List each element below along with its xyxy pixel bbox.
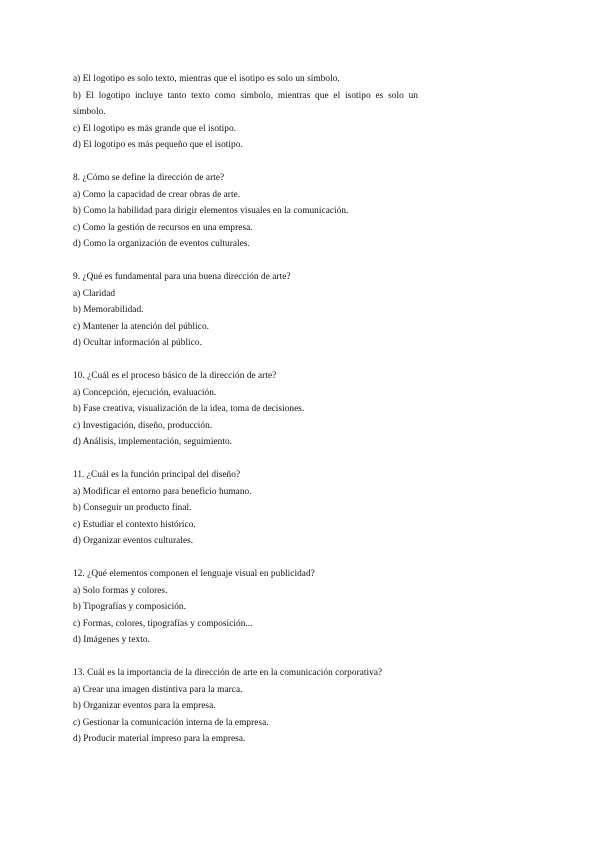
option-d: d) Producir material impreso para la empresa. [73,734,246,744]
option-a: a) El logotipo es solo texto, mientras que el isotipo es solo un símbolo. [73,74,340,84]
option-c: c) Investigación, diseño, producción. [73,420,213,431]
option-b: b) Como la habilidad para dirigir elementos visuales en la comunicación. [73,206,349,216]
option-c: c) El logotipo es más grande que el isotipo. [73,123,237,134]
option-a: a) Concepción, ejecución, evaluación. [73,387,217,398]
option-a: a) Claridad [73,288,116,299]
question-block-9 [73,269,530,352]
option-c: c) Como la gestión de recursos en una empresa. [73,222,253,233]
option-c: c) Gestionar la comunicación interna de la empresa. [73,717,269,728]
question-text: 13. Cuál es la importancia de la dirección de arte en la comunicación corporativa? [73,668,383,678]
option-d: d) Como la organización de eventos culturales. [73,239,250,249]
question-block-13 [73,665,530,748]
option-a: a) Modificar el entorno para beneficio humano. [73,486,252,497]
option-c: c) Formas, colores, tipografías y composición... [73,618,253,629]
question-text: 10. ¿Cuál es el proceso básico de la dirección de arte? [73,371,277,381]
option-b: b) Fase creativa, visualización de la idea, toma de decisiones. [73,404,305,414]
question-text: 11. ¿Cuál es la función principal del diseño? [73,470,241,480]
option-d: d) Análisis, implementación, seguimiento. [73,437,233,447]
option-b: b) Conseguir un producto final. [73,503,192,513]
option-d: d) Ocultar información al público. [73,338,202,348]
question-block-7-options [73,71,530,154]
question-block-10 [73,368,530,451]
option-a: a) Como la capacidad de crear obras de arte. [73,189,241,200]
option-c: c) Estudiar el contexto histórico. [73,519,196,530]
option-b: b) El logotipo incluye tanto texto como símbolo, mientras que el isotipo es solo un símbolo. [73,90,418,117]
option-a: a) Solo formas y colores. [73,585,168,596]
option-b: b) Organizar eventos para la empresa. [73,701,216,711]
question-text: 8. ¿Cómo se define la dirección de arte? [73,173,225,183]
option-c: c) Mantener la atención del público. [73,321,210,332]
question-block-8 [73,170,530,253]
question-text: 12. ¿Qué elementos componen el lenguaje visual en publicidad? [73,569,315,579]
question-block-11 [73,467,530,550]
option-b: b) Memorabilidad. [73,305,144,315]
question-text: 9. ¿Qué es fundamental para una buena dirección de arte? [73,272,291,282]
option-d: d) Organizar eventos culturales. [73,536,194,546]
option-a: a) Crear una imagen distintiva para la marca. [73,684,243,695]
option-d: d) El logotipo es más pequeño que el isotipo. [73,140,243,150]
option-d: d) Imágenes y texto. [73,635,150,645]
option-b: b) Tipografías y composición. [73,602,187,612]
question-block-12 [73,566,530,649]
